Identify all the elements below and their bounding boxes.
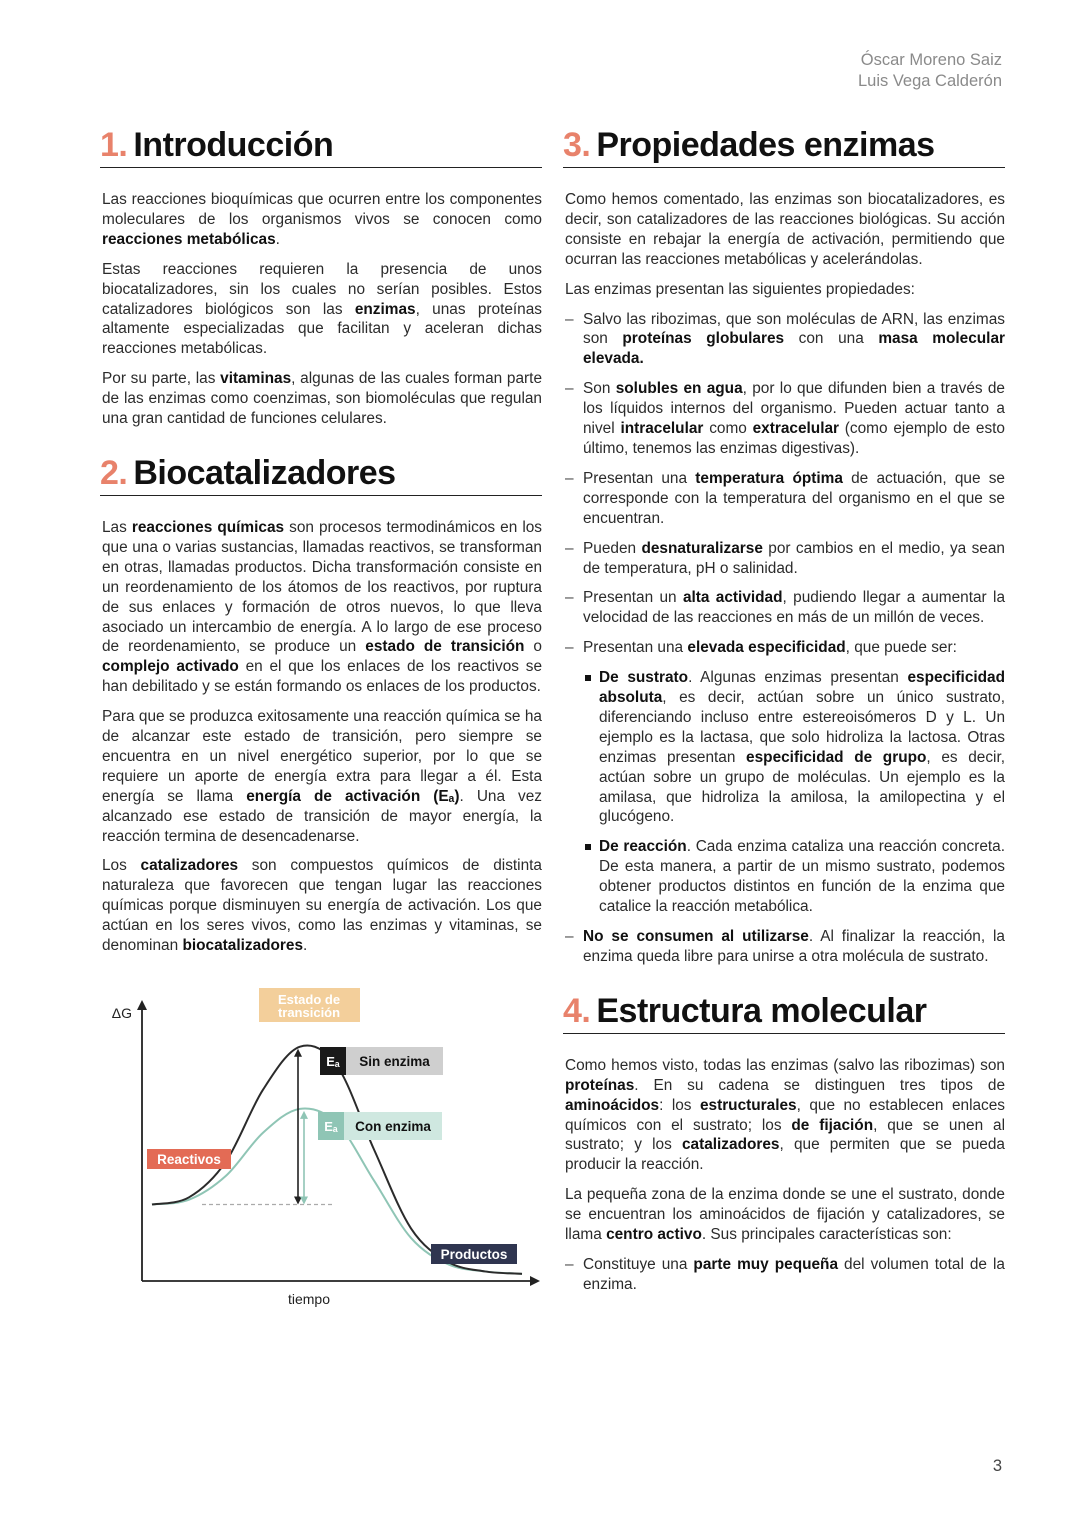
- properties-list: [565, 310, 1005, 967]
- paragraph: La pequeña zona de la enzima donde se une el sustrato, donde se encuentran los aminoácidos de fijación y catalizadores, se llama centro activo. Sus principales características son:: [565, 1186, 1005, 1244]
- sublist-item: De sustrato. Algunas enzimas presentan especificidad absoluta, es decir, actúan sobre un único sustrato, diferenciando incluso entre estereoisómeros D y L. Un ejemplo es la lactasa, que solo hidroliza la lactosa. Otras enzimas presentan especificidad de grupo, es decir, actúan sobre un grupo de moléculas. Un ejemplo es la amilasa, que hidroliza la amilosa, la amilopectina y el glucógeno.: [583, 668, 1005, 827]
- specificity-sublist: [583, 668, 1005, 917]
- bold-term: centro activo: [606, 1226, 702, 1244]
- page-number: 3: [992, 1457, 1002, 1475]
- bold-term: vitaminas: [220, 370, 292, 388]
- bold-term: especificidad de grupo: [746, 748, 927, 766]
- x-axis-label: tiempo: [287, 1291, 331, 1307]
- bold-term: estado de transición: [365, 638, 525, 656]
- bold-term: biocatalizadores: [182, 937, 304, 955]
- paragraph: Para que se produzca exitosamente una reacción química se ha de alcanzar este estado de transición, pero siempre se encuentra en un nivel energético superior, por lo que se requiere un aporte de energía extra para llegar a él. Esta energía se llama energía de activación (Eₐ). Una vez alcanzado ese estado de transición de mayor energía, la reacción termina de desencadenarse.: [102, 708, 543, 845]
- bold-term: catalizadores: [140, 857, 239, 875]
- section-heading-estructura: [563, 989, 1005, 1034]
- bold-term: enzimas: [354, 300, 416, 318]
- section-number: 1.: [100, 126, 128, 164]
- list-item: – Son solubles en agua, por lo que difunden bien a través de los líquidos internos del organismo. Pueden actuar tanto a nivel intracelular como extracelular (como ejemplo de esto último, tenemos las enzimas digestivas).: [565, 379, 1005, 459]
- paragraph: Las reacciones químicas son procesos termodinámicos en los que una o varias sustancias, llamadas reactivos, se transforman en otras, llamadas productos. Dicha transformación consiste en un reordenamiento de los átomos de los reactivos, por ruptura de sus enlaces y formación de otros nuevos, lo que lleva asociado un intercambio de energía. A lo largo de ese proceso de reordenamiento, se produce un estado de transición o complejo activado en el que los enlaces de los reactivos se han debilitado y se están formando os enlaces de los productos.: [102, 518, 543, 696]
- bold-term: temperatura óptima: [695, 469, 843, 487]
- bold-term: complejo activado: [102, 658, 239, 676]
- bold-term: extracelular: [752, 420, 840, 438]
- paragraph: Como hemos comentado, las enzimas son biocatalizadores, es decir, son catalizadores de las reacciones biológicas. Su acción consiste en rebajar la energía de activación, permitiendo que ocurran las reacciones metabólicas y acelerándolas.: [565, 191, 1005, 268]
- x-axis-arrow: [530, 1276, 540, 1286]
- activation-energy-chart: [102, 983, 542, 1313]
- authors: [858, 50, 1002, 92]
- label-productos: Productos: [440, 1247, 508, 1262]
- bold-term: masa molecular elevada.: [583, 330, 1005, 368]
- right-column: [565, 123, 1005, 1305]
- y-axis-label: ΔG: [111, 1005, 132, 1021]
- list-item: – Salvo las ribozimas, que son moléculas de ARN, las enzimas son proteínas globulares con una masa molecular elevada.: [565, 310, 1005, 370]
- left-column: [102, 123, 542, 966]
- bold-term: parte muy pequeña: [693, 1255, 839, 1273]
- bold-term: proteínas: [565, 1076, 635, 1094]
- paragraph: Estas reacciones requieren la presencia de unos biocatalizadores, sin los cuales no serían posibles. Estos catalizadores biológicos son las enzimas, unas proteínas altamente especializadas que facilitan y aceleran dichas reacciones metabólicas.: [102, 260, 542, 358]
- bold-term: desnaturalizarse: [641, 539, 763, 557]
- bold-term: proteínas globulares: [622, 330, 785, 348]
- bold-term: intracelular: [620, 420, 704, 438]
- label-reactivos: Reactivos: [157, 1152, 221, 1167]
- bold-term: aminoácidos: [565, 1096, 660, 1114]
- bold-term: elevada especificidad: [687, 639, 846, 657]
- label-sin-enzima: Sin enzima: [359, 1054, 430, 1069]
- list-item: [565, 638, 1005, 917]
- bold-term: No se consumen al utilizarse: [583, 928, 809, 945]
- bold-term: de fijación: [791, 1116, 874, 1134]
- list-item: – Constituye una parte muy pequeña del volumen total de la enzima.: [565, 1255, 1005, 1295]
- paragraph: Los catalizadores son compuestos químicos de distinta naturaleza que favorecen que tengan lugar las reacciones químicas porque disminuyen su energía de activación. Los que actúan en los seres vivos, como las enzimas y vitaminas, se denominan biocatalizadores.: [102, 857, 542, 955]
- chart-svg: [102, 983, 542, 1313]
- section-number: 2.: [100, 453, 128, 492]
- section-heading-biocatalizadores: [100, 451, 542, 496]
- bold-term: estructurales: [699, 1096, 797, 1114]
- label-con-enzima: Con enzima: [355, 1119, 431, 1134]
- author-name: Óscar Moreno Saiz: [860, 51, 1002, 69]
- bold-term: energía de activación (Eₐ): [246, 787, 460, 805]
- paragraph: Las reacciones bioquímicas que ocurren entre los componentes moleculares de los organismos vivos se conocen como reacciones metabólicas.: [102, 191, 542, 248]
- bold-term: reacciones químicas: [131, 518, 285, 536]
- paragraph: Como hemos visto, todas las enzimas (salvo las ribozimas) son proteínas. En su cadena se distinguen tres tipos de aminoácidos: los estructurales, que no establecen enlaces químicos con el sustrato; los de fijación, que se unen al sustrato; y los catalizadores, que permiten que se pueda producir la reacción.: [565, 1056, 1005, 1174]
- ea-arrow-con-enzima-head-top: [300, 1111, 308, 1119]
- section-number: 3.: [563, 126, 591, 164]
- author-name: Luis Vega Calderón: [857, 72, 1002, 90]
- list-item: – No se consumen al utilizarse. Al finalizar la reacción, la enzima queda libre para unirse a otra molécula de sustrato.: [565, 927, 1005, 967]
- bold-term: catalizadores: [681, 1136, 780, 1154]
- bold-term: especificidad absoluta: [599, 669, 1006, 707]
- section-title: Biocatalizadores: [133, 453, 396, 492]
- list-item-text: Presentan una elevada especificidad, que puede ser:: [583, 639, 957, 657]
- transition-label: Estado de transición: [277, 992, 341, 1020]
- section-title: Introducción: [133, 126, 334, 164]
- section-heading-propiedades: [563, 123, 1005, 168]
- section-title: Propiedades enzimas: [596, 126, 935, 164]
- bold-term: De sustrato: [599, 669, 689, 687]
- list-item: – Presentan una temperatura óptima de actuación, que se corresponde con la temperatura del organismo en el que se encuentran.: [565, 469, 1005, 529]
- paragraph: Por su parte, las vitaminas, algunas de las cuales forman parte de las enzimas como coenzimas, son biomoléculas que regulan una gran cantidad de funciones celulares.: [102, 370, 542, 428]
- bold-term: reacciones metabólicas: [102, 230, 276, 248]
- sublist-item: De reacción. Cada enzima cataliza una reacción concreta. De esta manera, a partir de un mismo sustrato, podemos obtener productos distintos en función de la enzima que catalice la reacción metabólica.: [583, 837, 1005, 917]
- paragraph: Las enzimas presentan las siguientes propiedades:: [565, 280, 915, 298]
- section-title: Estructura molecular: [596, 991, 927, 1030]
- section-number: 4.: [563, 991, 591, 1030]
- section-heading-introduccion: [100, 123, 542, 168]
- ea-badge-con-enzima: Eₐ: [324, 1119, 338, 1134]
- list-item: – Presentan un alta actividad, pudiendo llegar a aumentar la velocidad de las reacciones en más de un millón de veces.: [565, 588, 1005, 628]
- bold-term: solubles en agua: [615, 380, 743, 398]
- ea-badge-sin-enzima: Eₐ: [326, 1054, 340, 1069]
- list-item: – Pueden desnaturalizarse por cambios en el medio, ya sean de temperatura, pH o salinidad.: [565, 539, 1005, 579]
- bold-term: De reacción: [599, 838, 687, 856]
- ea-arrow-con-enzima-head-bottom: [300, 1196, 308, 1204]
- y-axis-arrow: [137, 1000, 147, 1010]
- bold-term: alta actividad: [682, 589, 783, 607]
- active-center-list: [565, 1255, 1005, 1295]
